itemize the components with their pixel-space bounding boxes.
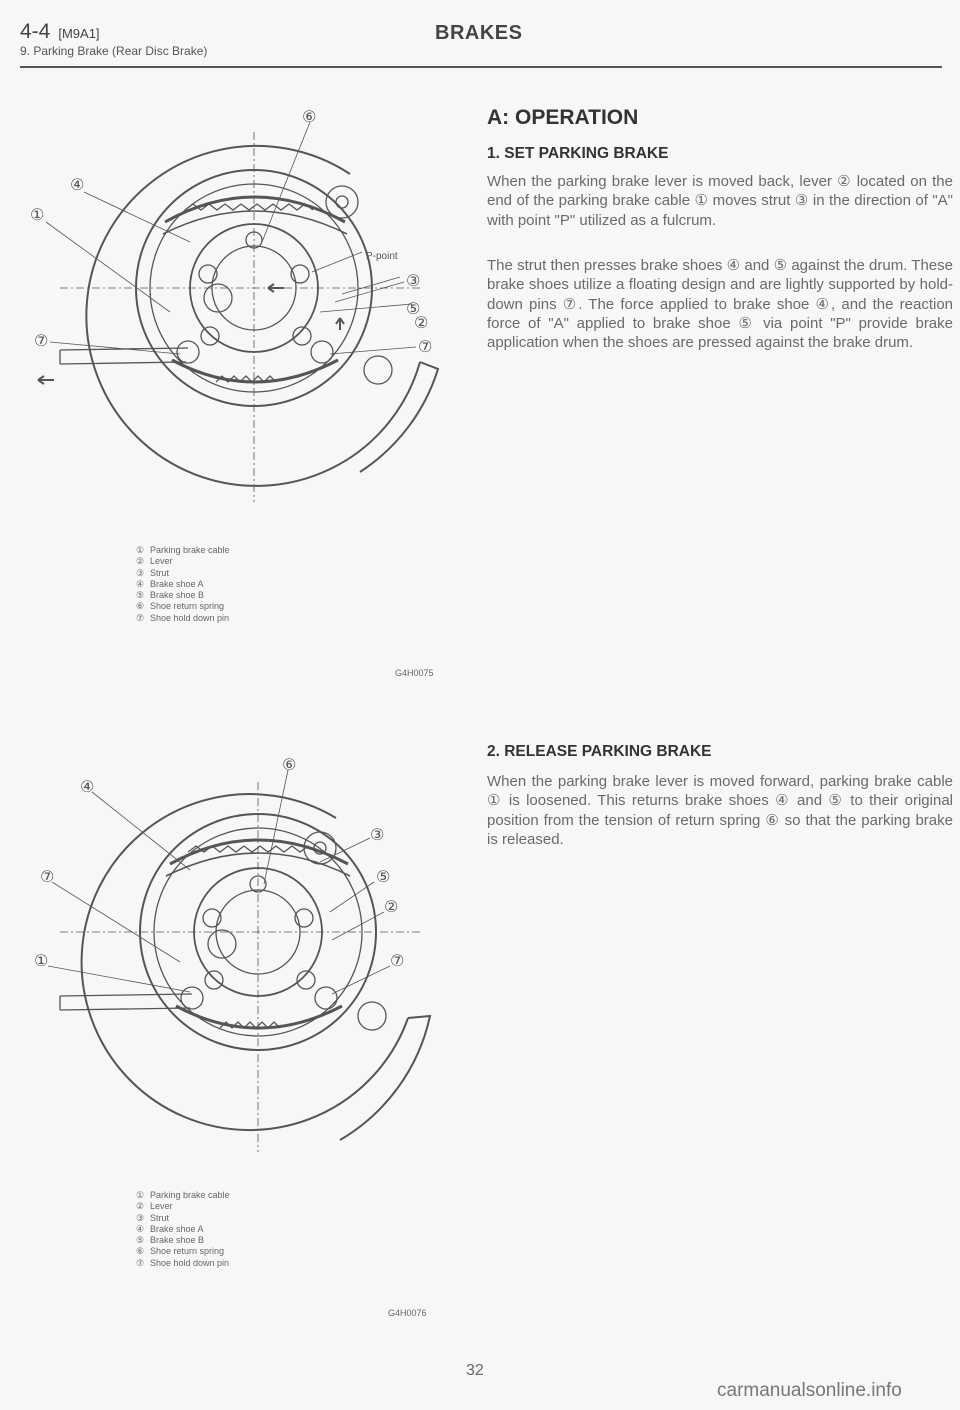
callout-5: ⑤ xyxy=(376,867,391,886)
legend-item: ⑥ Shoe return spring xyxy=(136,601,225,612)
legend-item: ① Parking brake cable xyxy=(136,1190,230,1200)
section-code: [M9A1] xyxy=(58,26,100,41)
header-rule xyxy=(20,66,942,68)
legend-item: ④ Brake shoe A xyxy=(136,578,204,589)
figure2-code: G4H0076 xyxy=(388,1308,427,1318)
set-paragraph-1: When the parking brake lever is moved back, lever ② located on the end of the parking brake cable ① moves strut ③ in the direction of "A" with point "P" utilized as a fulcrum. xyxy=(487,173,953,229)
callout-4: ④ xyxy=(70,175,85,194)
callout-6: ⑥ xyxy=(302,107,317,126)
set-heading: 1. SET PARKING BRAKE xyxy=(487,145,669,162)
callout-7b: ⑦ xyxy=(418,337,433,356)
callout-7b: ⑦ xyxy=(390,951,405,970)
release-paragraph: When the parking brake lever is moved forward, parking brake cable ① is loosened. This returns brake shoes ④ and ⑤ to their original position from the tension of return spring ⑥ so that the parking brake is released. xyxy=(487,773,953,848)
callout-p-point: P-point xyxy=(366,251,398,262)
legend-item: ⑦ Shoe hold down pin xyxy=(136,1257,230,1268)
callout-5: ⑤ xyxy=(406,299,421,318)
legend-item: ③ Strut xyxy=(136,1212,170,1223)
legend-item: ② Lever xyxy=(136,556,173,567)
figure2-legend xyxy=(136,1190,230,1269)
legend-item: ⑦ Shoe hold down pin xyxy=(136,612,230,623)
legend-item: ⑤ Brake shoe B xyxy=(136,590,205,601)
callout-1: ① xyxy=(34,951,49,970)
legend-item: ③ Strut xyxy=(136,567,170,578)
section-number xyxy=(20,20,100,44)
legend-item: ① Parking brake cable xyxy=(136,545,230,555)
section-number-text: 4-4 xyxy=(20,20,51,43)
subsection-title: 9. Parking Brake (Rear Disc Brake) xyxy=(20,44,208,58)
legend-item: ⑥ Shoe return spring xyxy=(136,1246,225,1257)
page-title: BRAKES xyxy=(435,22,523,44)
page-number: 32 xyxy=(466,1362,484,1379)
callout-7: ⑦ xyxy=(40,867,55,886)
callout-3: ③ xyxy=(370,825,385,844)
watermark: carmanualsonline.info xyxy=(717,1380,902,1401)
legend-item: ⑤ Brake shoe B xyxy=(136,1235,205,1246)
release-heading: 2. RELEASE PARKING BRAKE xyxy=(487,743,712,760)
legend-item: ② Lever xyxy=(136,1201,173,1212)
callout-1: ① xyxy=(30,205,45,224)
callout-7: ⑦ xyxy=(34,331,49,350)
legend-item: ④ Brake shoe A xyxy=(136,1223,204,1234)
brake-diagram-set xyxy=(20,92,470,512)
set-paragraph-2: The strut then presses brake shoes ④ and ⑤ against the drum. These brake shoes utilize a floating design and are lightly supported by hold-down pins ⑦. The force applied to brake shoe ④, and the reaction force of "A" applied to brake shoe ⑤ via point "P" provide brake application when the shoes are pressed against the brake drum. xyxy=(487,257,953,352)
operation-title: A: OPERATION xyxy=(487,106,639,129)
brake-diagram-release xyxy=(20,752,460,1172)
callout-3: ③ xyxy=(406,271,421,290)
figure1-legend xyxy=(136,545,230,624)
callout-2: ② xyxy=(414,313,429,332)
figure1-code: G4H0075 xyxy=(395,668,434,678)
callout-2: ② xyxy=(384,897,399,916)
callout-4: ④ xyxy=(80,777,95,796)
callout-6: ⑥ xyxy=(282,755,297,774)
